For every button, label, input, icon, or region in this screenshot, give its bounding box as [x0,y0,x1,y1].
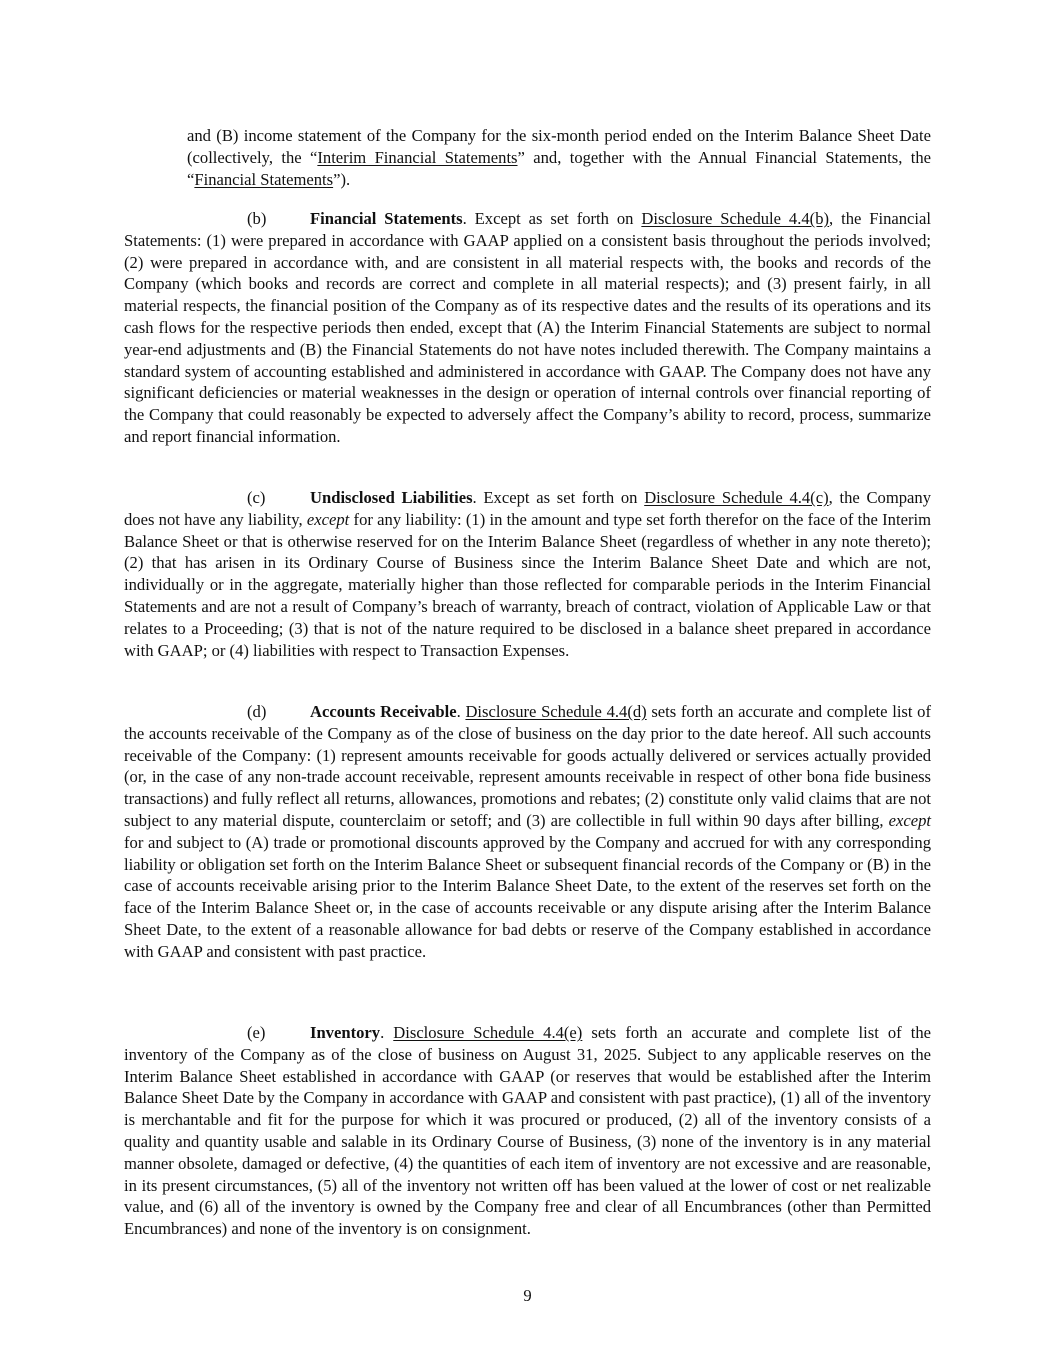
section-e-schedule-reference: Disclosure Schedule 4.4(e) [393,1023,583,1042]
intro-paragraph [187,125,931,190]
section-d-schedule-reference: Disclosure Schedule 4.4(d) [465,702,647,721]
section-d-heading: Accounts Receivable [310,702,457,721]
section-c-lead: . Except as set forth on [472,488,645,507]
section-b-heading: Financial Statements [310,209,463,228]
section-d-lead: . [456,702,466,721]
section-c-heading: Undisclosed Liabilities [310,488,473,507]
section-e-heading: Inventory [310,1023,381,1042]
section-d-paragraph [124,701,931,963]
section-b-lead: . Except as set forth on [462,209,642,228]
defined-term-interim-financial-statements: Interim Financial Statements [317,147,518,167]
section-c-italic-except: except [306,509,350,529]
intro-text-2: ” and, together with the Annual Financial Statements, the “ [187,147,931,189]
section-e-paragraph [124,1022,931,1240]
section-d-body-1: sets forth an accurate and complete list of the accounts receivable of the Company as of the close of business on the day prior to the date hereof. All such accounts receivable of the Company: (1) represent amounts receivable for goods actually delivered or services actually provided (or, in the case of any non-trade account receivable, represent amounts receivable in respect of other bona fide business transactions) and fully reflect all returns, allowances, promotions and rebates; (2) constitute only valid claims that are not subject to any material dispute, counterclaim or setoff; and (3) are collectible in full within 90 days after billing, [124,702,931,830]
section-b-schedule-reference: Disclosure Schedule 4.4(b) [641,209,830,228]
section-e-body: sets forth an accurate and complete list of the inventory of the Company as of the close of business on August 31, 2025. Subject to any applicable reserves on the Interim Balance Sheet established in accordance with GAAP (or reserves that would be established after the Interim Balance Sheet Date by the Company in accordance with GAAP and consistent with past practice), (1) all of the inventory is merchantable and fit for the purpose for which it was procured or produced, (2) all of the inventory consists of a quality and quantity usable and salable in its Ordinary Course of Business, (3) none of the inventory is in any material manner obsolete, damaged or defective, (4) the quantities of each item of inventory are not excessive and are reasonable, in its present circumstances, (5) all of the inventory not written off has been valued at the lower of cost or net realizable value, and (6) all of the inventory is owned by the Company free and clear of all Encumbrances (other than Permitted Encumbrances) and none of the inventory is on consignment. [124,1023,932,1239]
section-d-body-2: for and subject to (A) trade or promotional discounts approved by the Company and accrued for with any corresponding liability or obligation set forth on the Interim Balance Sheet or subsequent financial records of the Company or (B) in the case of accounts receivable arising prior to the Interim Balance Sheet Date, to the extent of the reserves set forth on the face of the Interim Balance Sheet or, in the case of accounts receivable or any dispute arising after the Interim Balance Sheet Date, to the extent of a reasonable allowance for bad debts or reserve of the Company established in accordance with GAAP and consistent with past practice. [124,832,931,961]
section-d-label: (d) [247,702,267,721]
intro-text-3: ”). [333,169,351,189]
section-e-lead: . [380,1023,394,1042]
section-b-body: , the Financial Statements: (1) were prepared in accordance with GAAP applied on a consistent basis throughout the periods involved; (2) were prepared in accordance with, and are consistent in all material respects with, the books and records of the Company (which books and records are correct and complete in all material respects); and (3) present fairly, in all material respects, the financial position of the Company as of its respective dates and the results of its operations and its cash flows for the respective periods then ended, except that (A) the Interim Financial Statements are subject to normal year-end adjustments and (B) the Financial Statements do not have notes included therewith. The Company maintains a standard system of accounting established and administered in accordance with GAAP. The Company does not have any significant deficiencies or material weaknesses in the design or operation of internal controls over financial reporting of the Company that could reasonably be expected to adversely affect the Company’s ability to record, process, summarize and report financial information. [124,209,931,446]
section-e-label: (e) [247,1023,266,1042]
section-c-paragraph [124,487,931,661]
intro-text-1: and (B) income statement of the Company for the six-month period ended on the Interim Balance Sheet Date (collectively, the “ [187,126,931,167]
section-b-paragraph [124,208,931,448]
section-b-label: (b) [247,209,267,228]
section-d-italic-except: except [888,810,931,830]
section-c-body-2: for any liability: (1) in the amount and type set forth therefor on the face of the Interim Balance Sheet or that is otherwise reserved for on the Interim Balance Sheet (regardless of whether in any note thereto); (2) that has arisen in its Ordinary Course of Business since the Interim Balance Sheet Date and which are not, individually or in the aggregate, materially higher than those reflected for comparable periods in the Interim Financial Statements and are not a result of Company’s breach of warranty, breach of contract, violation of Applicable Law or that relates to a Proceeding; (3) that is not of the nature required to be disclosed in a balance sheet prepared in accordance with GAAP; or (4) liabilities with respect to Transaction Expenses. [124,509,931,660]
section-c-body-1: , the Company does not have any liability, [124,488,931,529]
page-number: 9 [523,1286,532,1305]
defined-term-financial-statements: Financial Statements [194,169,334,189]
section-c-label: (c) [247,488,266,507]
section-c-schedule-reference: Disclosure Schedule 4.4(c) [644,488,829,507]
